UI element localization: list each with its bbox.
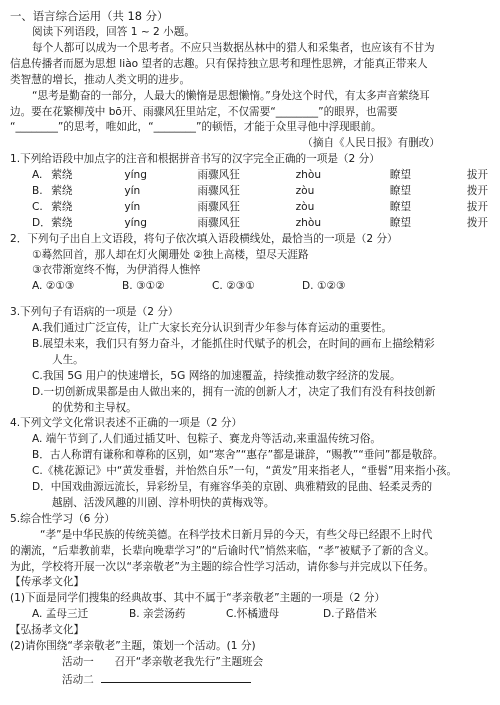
option-pinyin: yíng — [124, 216, 147, 229]
activity-1-label: 活动一 — [62, 655, 94, 668]
option-pinyin: zòu — [295, 185, 315, 198]
passage-line: “________”的思考，唯如此，“________”的顿悟，才能于众里寻他中浮现眼前。 — [10, 121, 382, 134]
q2-option-a[interactable]: A. ②①③ — [32, 280, 75, 293]
task1-question: (1)下面是同学们搜集的经典故事、其中不属于“孝亲敬老”主题的一项是（2 分） — [10, 592, 386, 605]
q2-option-b[interactable]: B. ③①② — [122, 280, 165, 293]
option-pinyin: yíng — [124, 169, 147, 182]
option-pinyin: zhòu — [295, 169, 322, 182]
activity-1-text: 召开“孝亲敬老我先行”主题班会 — [114, 655, 264, 668]
section-title: 一、语言综合运用（共 18 分） — [10, 9, 169, 23]
q5-paragraph: “孝”是中华民族的传统美德。在科学技术日新月异的今天，有些父母已经跟不上时代 — [40, 528, 433, 541]
option-word: 雨骤风狂 — [197, 185, 240, 198]
option-word: 拔开 — [466, 169, 488, 182]
q2-stem: 2．下列句子出自上文语段，将句子依次填入语段横线处，最恰当的一项是（2 分） — [10, 232, 398, 245]
task2-header: 【弘扬孝文化】 — [10, 624, 85, 637]
q1-option[interactable] — [10, 200, 488, 216]
task1-option-a[interactable]: A. 孟母三迁 — [32, 608, 89, 621]
q4-option-a[interactable]: A. 端午节到了,人们通过插艾叶、包粽子、赛龙舟等活动,来重温传统习俗。 — [32, 433, 381, 446]
q2-option-c[interactable]: C. ②③① — [212, 280, 255, 293]
passage-line: “思考是勤奋的一部分，人最大的懒惰是思想懒惰。”身处这个时代，有太多声音萦绕耳 — [32, 89, 430, 102]
option-letter: D． — [32, 216, 51, 229]
q4-option-d-cont: 越剧、活泼风趣的川剧、淳朴明快的黄梅戏等。 — [52, 496, 275, 509]
option-word: 瞭望 — [389, 185, 412, 198]
q2-options — [10, 279, 488, 295]
option-word: 瞭望 — [389, 216, 412, 229]
q3-stem: 3.下列句子有语病的一项是（2 分） — [10, 306, 179, 319]
q3-option-b[interactable]: B.展望未来，我们只有努力奋斗，才能抓住时代赋予的机会，在时间的画布上描绘精彩 — [32, 338, 435, 351]
task2-question: (2)请你围绕“孝亲敬老”主题，策划一个活动。(1 分) — [10, 639, 256, 652]
source: （摘自《人民日报》有删改） — [302, 137, 440, 150]
q4-option-d[interactable]: D．中国戏曲源远流长，异彩纷呈，有雍容华美的京剧、典雅精致的昆曲、轻柔灵秀的 — [32, 481, 433, 494]
option-word: 雨骤风狂 — [197, 200, 240, 213]
option-word: 萦绕 — [51, 169, 73, 182]
option-word: 拔开 — [466, 200, 488, 213]
q1-stem: 1.下列给语段中加点字的注音和根据拼音书写的汉字完全正确的一项是（2 分） — [10, 153, 380, 166]
q5-paragraph: 为此，学校将开展一次以“孝亲敬老”为主题的综合性学习活动，请你参与并完成以下任务。 — [10, 560, 435, 573]
q1-option[interactable] — [10, 216, 488, 232]
q4-option-b[interactable]: B．古人称谓有谦称和尊称的区别，如“寒舍”“惠存”都是谦辞，“赐教”“垂问”都是敬辞。 — [32, 449, 444, 462]
option-pinyin: yín — [124, 185, 141, 198]
q5-paragraph: 的潮流，“后辈教前辈，长辈向晚辈学习”的“后谕时代”悄然来临，“孝”被赋予了新的含义。 — [10, 544, 435, 557]
option-word: 雨骤风狂 — [197, 169, 240, 182]
activity-2-answer-blank[interactable] — [101, 671, 251, 683]
q3-option-a[interactable]: A.我们通过广泛宣传，让广大家长充分认识到青少年参与体育运动的重要性。 — [32, 322, 393, 335]
option-word: 拨开 — [466, 185, 488, 198]
task1-options — [10, 607, 488, 623]
option-word: 萦绕 — [51, 216, 73, 229]
option-letter: C. — [32, 200, 43, 213]
q1-option[interactable] — [10, 184, 488, 200]
activity-1 — [10, 655, 488, 671]
passage-line: 信息传播者而愿为思想 liào 望者的志趣。只有保持独立思考和理性思辨，才能真正带来人 — [10, 57, 428, 70]
q2-option-d[interactable]: D. ①②③ — [302, 280, 346, 293]
option-letter: A. — [32, 169, 43, 182]
task1-option-d[interactable]: D.子路借米 — [323, 608, 377, 621]
option-word: 萦绕 — [51, 200, 73, 213]
option-pinyin: yín — [124, 200, 141, 213]
passage-line: 边。要在花繁柳茂中 bō开、雨骤风狂里站定，不仅需要“________”的眼界，也需要 — [10, 105, 398, 118]
option-word: 瞭望 — [389, 169, 412, 182]
q3-option-d[interactable]: D.一切创新成果都是由人做出来的，拥有一流的创新人才，决定了我们有没有科技创新 — [32, 385, 436, 398]
intro: 阅读下列语段，回答 1 ~ 2 小题。 — [32, 26, 195, 39]
q2-line: ③衣带渐宽终不悔，为伊消得人憔悴 — [32, 264, 201, 277]
q5-stem: 5.综合性学习（6 分） — [10, 512, 115, 525]
activity-2 — [10, 671, 488, 689]
task1-option-c[interactable]: C.怀橘遗母 — [226, 608, 280, 621]
passage — [10, 41, 488, 136]
task1-header: 【传承孝文化】 — [10, 576, 85, 589]
passage-line: 类智慧的增长，推动人类文明的进步。 — [10, 73, 191, 86]
q3-option-b-cont: 人生。 — [52, 353, 84, 366]
option-word: 萦绕 — [51, 185, 73, 198]
option-letter: B. — [32, 185, 43, 198]
q2-line: ①蓦然回首，那人却在灯火阑珊处 ②独上高楼，望尽天涯路 — [32, 248, 309, 261]
q1-option[interactable] — [10, 168, 488, 184]
q4-stem: 4.下列文学文化常识表述不正确的一项是（2 分） — [10, 417, 243, 430]
q3-option-d-cont: 的优势和主导权。 — [52, 401, 137, 414]
q3-option-c[interactable]: C.我国 5G 用户的快速增长，5G 网络的加速覆盖，持续推动数字经济的发展。 — [32, 369, 401, 382]
option-word: 瞭望 — [389, 200, 412, 213]
passage-line: 每个人都可以成为一个思考者。不应只当数据丛林中的猎人和采集者，也应该有不甘为 — [32, 42, 435, 54]
activity-2-label: 活动二 — [62, 673, 94, 686]
option-word: 雨骤风狂 — [197, 216, 240, 229]
q4-option-c[interactable]: C.《桃花源记》中“黄发垂髫，并怡然自乐”一句，“黄发”用来指老人，“垂髫”用来指小孩。 — [32, 465, 458, 478]
option-word: 拨开 — [466, 216, 488, 229]
option-pinyin: zòu — [295, 200, 315, 213]
option-pinyin: zhòu — [295, 216, 322, 229]
task1-option-b[interactable]: B. 亲尝汤药 — [129, 608, 186, 621]
